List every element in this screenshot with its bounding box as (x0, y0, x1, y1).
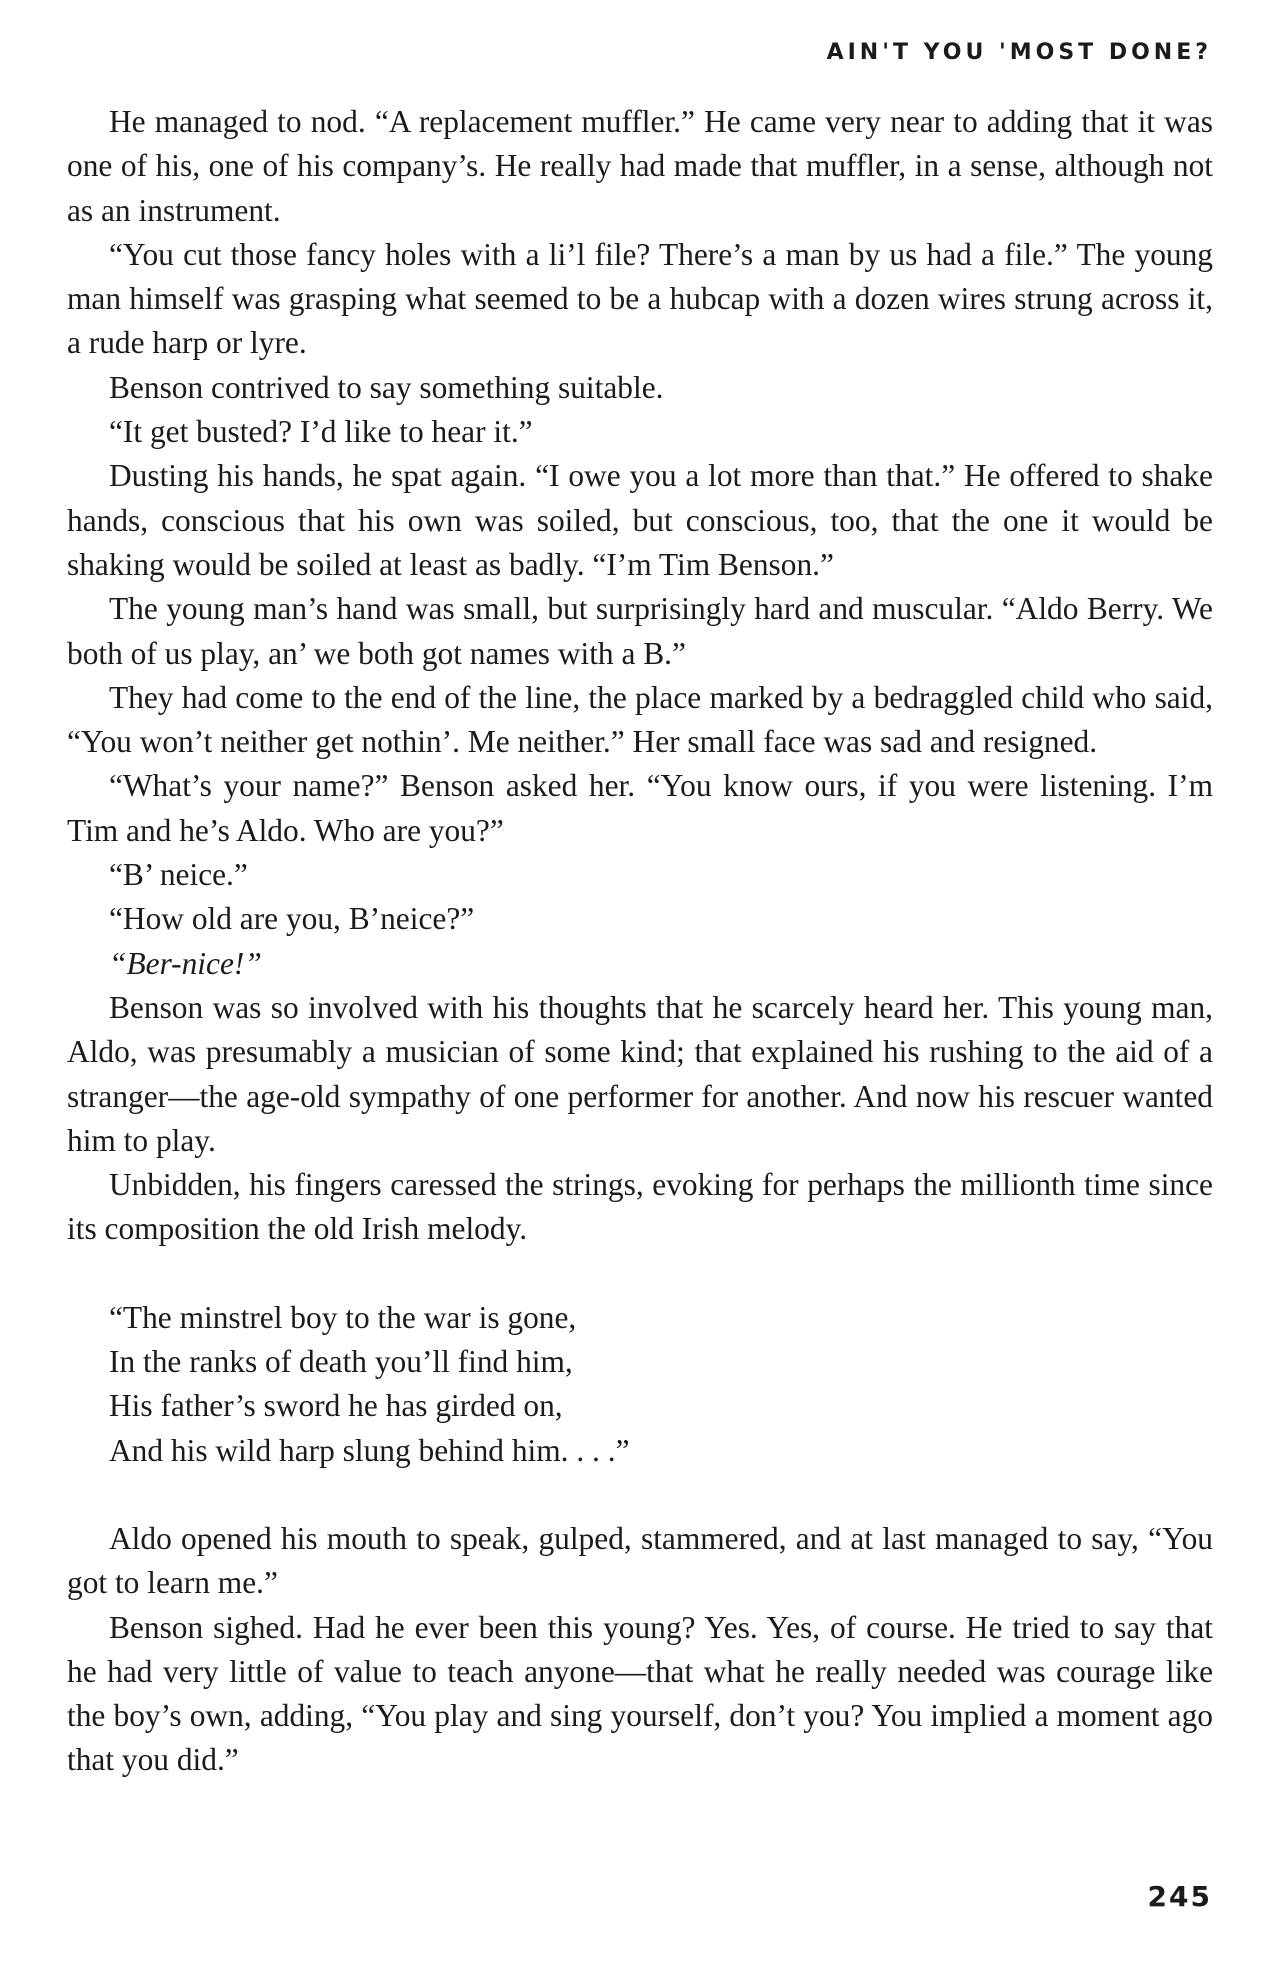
paragraph: “B’ neice.” (109, 857, 248, 893)
paragraph: They had come to the end of the line, the place marked by a bedraggled child who said, “You won’t neither get nothin’. Me neither.” Her small face was sad and resigned. (67, 679, 1213, 760)
paragraph: Benson was so involved with his thoughts that he scarcely heard her. This young man, Aldo, was presumably a musician of some kind; that explained his rushing to the aid of a stranger—the age-old sympathy of one performer for another. And now his rescuer wanted him to play. (67, 989, 1213, 1158)
body-text (67, 100, 1213, 1783)
paragraph: “You cut those fancy holes with a li’l file? There’s a man by us had a file.” The young man himself was grasping what seemed to be a hubcap with a dozen wires strung across it, a rude harp or lyre. (67, 236, 1213, 361)
running-head: AIN'T YOU 'MOST DONE? (826, 40, 1212, 65)
paragraph: The young man’s hand was small, but surprisingly hard and muscular. “Aldo Berry. We both of us play, an’ we both got names with a B.” (67, 591, 1213, 671)
paragraph: “Ber-nice!” (109, 945, 262, 981)
paragraph: Benson contrived to say something suitable. (109, 369, 664, 405)
paragraph: “What’s your name?” Benson asked her. “You know ours, if you were listening. I’m Tim and he’s Aldo. Who are you?” (67, 768, 1213, 848)
paragraph: Benson sighed. Had he ever been this young? Yes. Yes, of course. He tried to say that he had very little of value to teach anyone—that what he really needed was courage like the boy’s own, adding, “You play and sing yourself, don’t you? You implied a moment ago that you did.” (67, 1609, 1213, 1778)
verse-line: In the ranks of death you’ll find him, (109, 1344, 573, 1380)
paragraph: “It get busted? I’d like to hear it.” (109, 414, 533, 450)
verse-line: And his wild harp slung behind him. . . .” (109, 1432, 630, 1468)
verse-line: His father’s sword he has girded on, (109, 1388, 563, 1424)
paragraph: Unbidden, his fingers caressed the strings, evoking for perhaps the millionth time since its composition the old Irish melody. (67, 1167, 1213, 1247)
verse-line: “The minstrel boy to the war is gone, (109, 1299, 577, 1335)
paragraph: Aldo opened his mouth to speak, gulped, stammered, and at last managed to say, “You got to learn me.” (67, 1520, 1213, 1601)
paragraph: “How old are you, B’neice?” (109, 901, 475, 937)
verse-block (67, 1296, 1213, 1473)
page-number: 245 (1147, 1880, 1212, 1913)
paragraph: Dusting his hands, he spat again. “I owe you a lot more than that.” He offered to shake hands, conscious that his own was soiled, but conscious, too, that the one it would be shaking would be soiled at least as badly. “I’m Tim Benson.” (67, 458, 1213, 582)
paragraph: He managed to nod. “A replacement muffler.” He came very near to adding that it was one of his, one of his company’s. He really had made that muffler, in a sense, although not as an instrument. (67, 104, 1213, 228)
